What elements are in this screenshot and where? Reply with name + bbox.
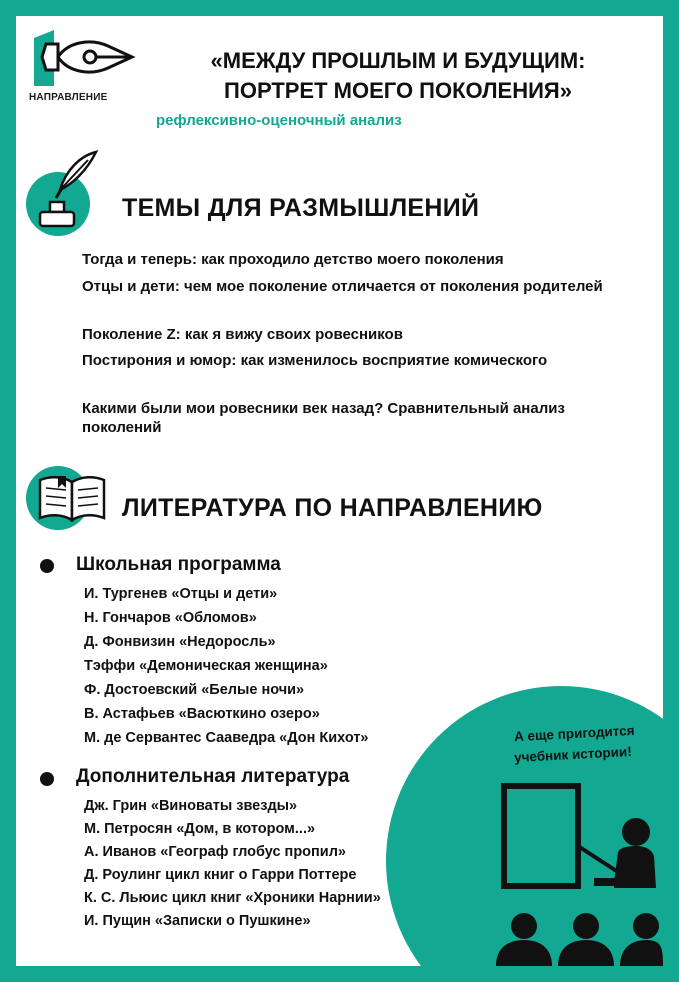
extra-literature-heading: Дополнительная литература [76, 766, 350, 787]
logo-label: НАПРАВЛЕНИЕ [29, 92, 108, 103]
literature-heading: ЛИТЕРАТУРА ПО НАПРАВЛЕНИЮ [122, 494, 543, 522]
pen-nib-logo-icon [28, 24, 138, 90]
theme-item: Отцы и дети: чем мое поколение отличается от поколения родителей [82, 278, 603, 295]
book-item: Д. Роулинг цикл книг о Гарри Поттере [84, 867, 357, 883]
book-item: Тэффи «Демоническая женщина» [84, 658, 328, 674]
page-title-line2: ПОРТРЕТ МОЕГО ПОКОЛЕНИЯ» [224, 78, 572, 103]
history-note-line2: учебник истории! [513, 743, 633, 766]
themes-heading: ТЕМЫ ДЛЯ РАЗМЫШЛЕНИЙ [122, 194, 480, 222]
poster [16, 16, 663, 966]
page-title-line1: «МЕЖДУ ПРОШЛЫМ И БУДУЩИМ: [210, 48, 586, 73]
theme-item: Тогда и теперь: как проходило детство моего поколения [82, 251, 504, 268]
logo [28, 24, 138, 90]
open-book-icon [36, 472, 108, 524]
book-item: А. Иванов «Географ глобус пропил» [84, 844, 346, 860]
book-item: К. С. Льюис цикл книг «Хроники Нарнии» [84, 890, 381, 906]
teacher-classroom-icon [486, 778, 663, 966]
theme-item: Какими были мои ровесники век назад? Сравнительный анализ поколений [82, 400, 565, 436]
book-item: И. Тургенев «Отцы и дети» [84, 586, 278, 602]
book-item: Н. Гончаров «Обломов» [84, 610, 257, 626]
book-item: Ф. Достоевский «Белые ночи» [84, 682, 305, 698]
bullet-dot [40, 559, 54, 573]
bullet-dot [40, 772, 54, 786]
page-subtitle: рефлексивно-оценочный анализ [156, 112, 402, 129]
book-item: М. Петросян «Дом, в котором...» [84, 821, 316, 837]
inkwell-quill-icon [26, 146, 106, 238]
book-item: И. Пущин «Записки о Пушкине» [84, 913, 311, 929]
history-note-line1: А еще пригодится [513, 722, 635, 745]
theme-item: Поколение Z: как я вижу своих ровесников [82, 326, 403, 343]
book-item: Д. Фонвизин «Недоросль» [84, 634, 276, 650]
book-item: В. Астафьев «Васюткино озеро» [84, 706, 320, 722]
book-item: Дж. Грин «Виноваты звезды» [84, 798, 298, 814]
book-item: М. де Сервантес Сааведра «Дон Кихот» [84, 730, 369, 746]
theme-item: Постирония и юмор: как изменилось восприятие комического [82, 352, 548, 369]
school-program-heading: Школьная программа [76, 554, 281, 575]
